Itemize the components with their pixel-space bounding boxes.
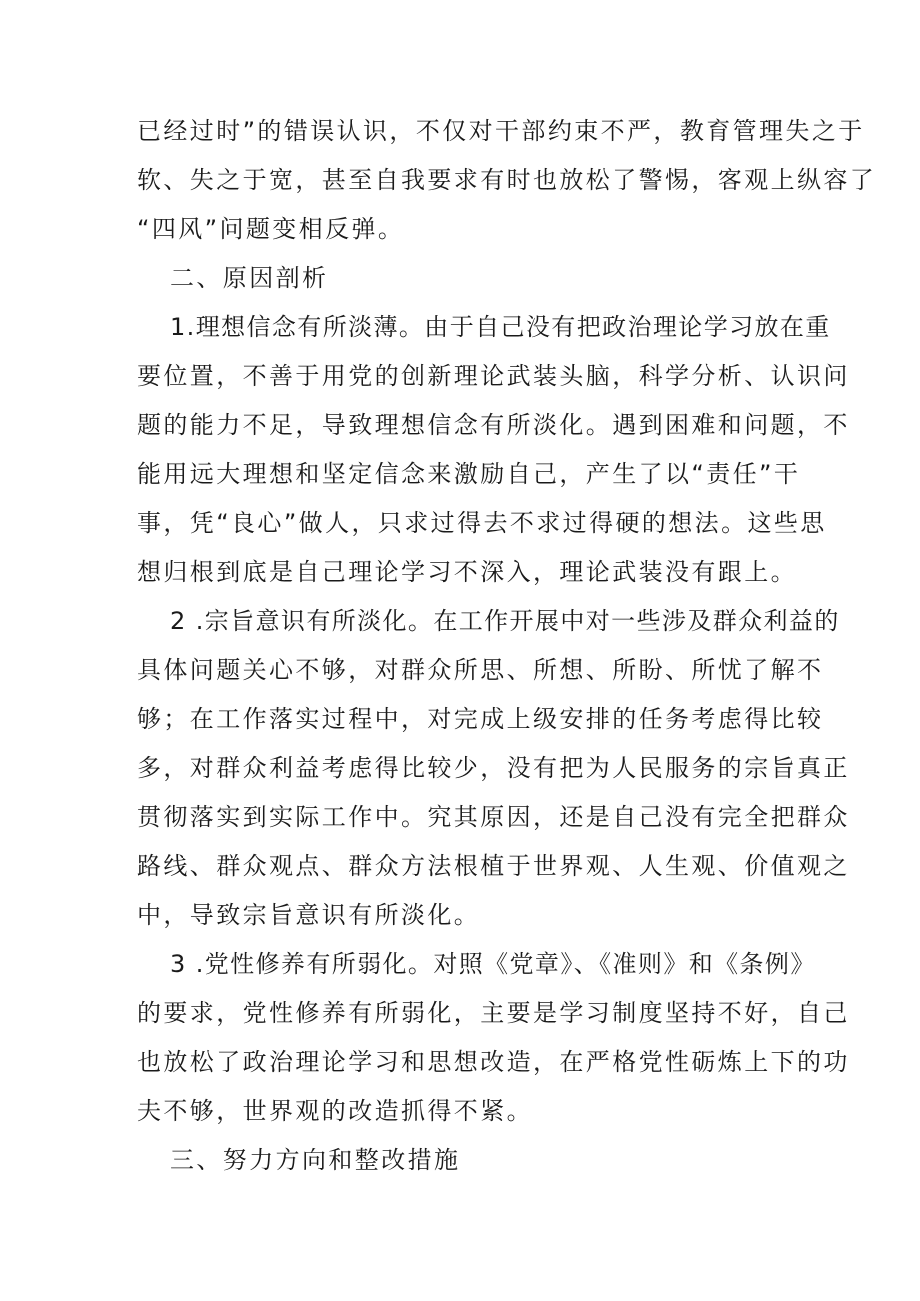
section-heading: 二、原因剖析	[170, 264, 329, 292]
text-line: 具体问题关心不够，对群众所思、所想、所盼、所忧了解不	[137, 656, 824, 684]
text-line: 能用远大理想和坚定信念来激励自己，产生了以“责任”干	[137, 460, 801, 488]
text-line: 要位置，不善于用党的创新理论武装头脑，科学分析、认识问	[137, 362, 850, 390]
text-line: “四风”问题变相反弹。	[137, 215, 405, 243]
text-line: 的要求，党性修养有所弱化，主要是学习制度坚持不好，自己	[137, 999, 850, 1027]
text-line: 已经过时”的错误认识，不仅对干部约束不严，教育管理失之于	[137, 117, 865, 145]
text-line: 够；在工作落实过程中，对完成上级安排的任务考虑得比较	[137, 705, 824, 733]
paragraph-first-line: 3 .党性修养有所弱化。对照《党章》、《准则》和《条例》	[170, 950, 816, 978]
text-line: 事，凭“良心”做人，只求过得去不求过得硬的想法。这些思	[137, 509, 827, 537]
text-line: 夫不够，世界观的改造抓得不紧。	[137, 1097, 533, 1125]
paragraph-first-line: 2 .宗旨意识有所淡化。在工作开展中对一些涉及群众利益的	[170, 607, 840, 635]
text-line: 也放松了政治理论学习和思想改造，在严格党性砺炼上下的功	[137, 1048, 850, 1076]
text-line: 贯彻落实到实际工作中。究其原因，还是自己没有完全把群众	[137, 803, 850, 831]
text-line: 想归根到底是自己理论学习不深入，理论武装没有跟上。	[137, 558, 797, 586]
text-line: 多，对群众利益考虑得比较少，没有把为人民服务的宗旨真正	[137, 754, 850, 782]
section-heading: 三、努力方向和整改措施	[170, 1146, 461, 1174]
paragraph-first-line: 1.理想信念有所淡薄。由于自己没有把政治理论学习放在重	[170, 313, 831, 341]
text-line: 软、失之于宽，甚至自我要求有时也放松了警惕，客观上纵容了	[137, 166, 877, 194]
text-line: 中，导致宗旨意识有所淡化。	[137, 901, 481, 929]
text-line: 题的能力不足，导致理想信念有所淡化。遇到困难和问题，不	[137, 411, 850, 439]
text-line: 路线、群众观点、群众方法根植于世界观、人生观、价值观之	[137, 852, 850, 880]
